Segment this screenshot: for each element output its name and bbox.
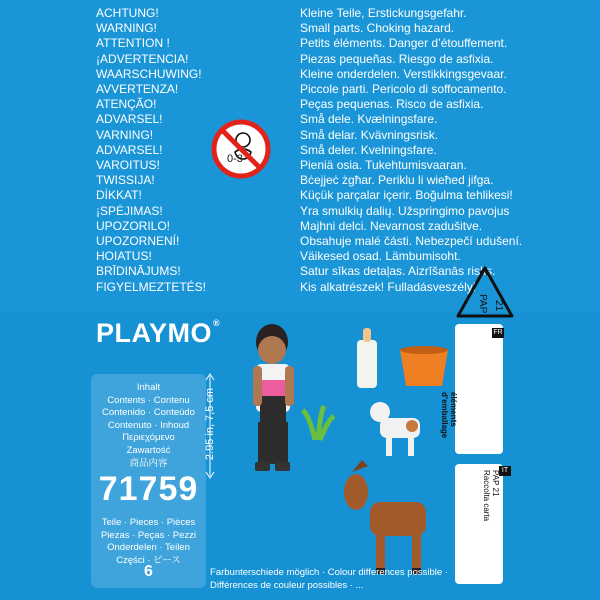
warning-heading: FIGYELMEZTETÉS! — [96, 279, 207, 294]
product-figure — [220, 322, 450, 592]
contents-line: Inhalt — [136, 382, 161, 393]
warning-message: Obsahuje malé části. Nebezpečí udušení. — [300, 234, 523, 249]
eco-text-line: d’emballage — [440, 392, 449, 439]
warning-message: Satur sīkas detaļas. Aizrīšanās risks. — [300, 264, 496, 279]
warning-message: Bċejjeċ żgħar. Periklu li wieħed jifga. — [300, 173, 494, 188]
warning-heading: ATTENTION ! — [96, 36, 170, 51]
warning-heading: ¡ADVERTENCIA! — [96, 51, 189, 66]
warning-heading: VARNING! — [96, 127, 154, 142]
parts-line: Części · ピース — [116, 554, 181, 566]
parts-line: Piezas · Peças · Pezzi — [100, 529, 197, 541]
warning-heading: UPOZORILO! — [96, 218, 171, 233]
warning-message: Peças pequenas. Risco de asfixia. — [300, 97, 484, 112]
contents-line: Zawartość — [126, 444, 171, 456]
eco-it-text — [482, 470, 500, 521]
warning-heading: HOIATUS! — [96, 249, 152, 264]
warning-heading: TWISSIJA! — [96, 173, 155, 188]
packaging-label-fr — [455, 324, 503, 454]
eco-label-text — [440, 392, 458, 472]
warning-heading: BRĪDINĀJUMS! — [96, 264, 181, 279]
warning-message: Piezas pequeñas. Riesgo de asfixia. — [300, 51, 494, 66]
warning-message: Pieniä osia. Tukehtumisvaaran. — [300, 158, 467, 173]
warning-message: Små deler. Kvelningsfare. — [300, 142, 437, 157]
color-note-line: Farbunterschiede möglich · Colour differences possible · — [210, 567, 448, 578]
warning-message: Majhni delci. Nevarnost zadušitve. — [300, 218, 483, 233]
warning-heading: ACHTUNG! — [96, 6, 159, 20]
warning-heading: WAARSCHUWING! — [96, 66, 202, 81]
piece-count: 6 — [144, 563, 153, 580]
brand-mark: ® — [213, 318, 221, 328]
warning-heading: WARNING! — [96, 21, 157, 36]
warning-message: Small parts. Choking hazard. — [300, 21, 455, 36]
contents-line: 商品内容 — [129, 457, 168, 469]
contents-line: Contenuto · Inhoud — [107, 419, 190, 431]
warning-heading: DİKKAT! — [96, 188, 142, 203]
parts-label — [91, 517, 206, 567]
warning-message: Väikesed osad. Lämbumisoht. — [300, 249, 461, 264]
recycle-icon — [452, 262, 518, 328]
set-number: 71759 — [98, 470, 199, 508]
warning-message: Yra smulkių dalių. Užspringimo pavojus — [300, 203, 510, 218]
no-under-3-icon — [210, 118, 272, 180]
brand-name: PLAYMO — [96, 318, 213, 348]
warning-message: Kis alkatrészek! Fulladásveszély! — [300, 279, 477, 294]
warning-heading: UPOZORNENÍ! — [96, 234, 180, 249]
parts-line: Onderdelen · Teilen — [107, 542, 190, 554]
recycle-label: PAP — [477, 294, 488, 314]
contents-line: Περιεχόμενο — [122, 432, 175, 444]
warning-message: Küçük parçalar içerir. Boğulma tehlikesi! — [300, 188, 513, 203]
warning-message: Kleine Teile, Erstickungsgefahr. — [300, 6, 467, 20]
dimension-label: 2.95 in, 7,5 cm — [204, 387, 216, 461]
warning-heading: ADVARSEL! — [96, 112, 163, 127]
warning-messages — [300, 6, 522, 295]
eco-it-line: Raccolta carta — [482, 470, 491, 522]
age-label: 0-3 — [227, 153, 243, 165]
color-disclaimer — [210, 566, 448, 592]
warning-message: Piccole parti. Pericolo di soffocamento. — [300, 82, 507, 97]
warning-message: Små delar. Kvävningsrisk. — [300, 127, 439, 142]
color-note-line: Différences de couleur possibles · ... — [210, 580, 364, 591]
contents-line: Contents · Contenu — [107, 394, 190, 406]
warning-message: Kleine onderdelen. Verstikkingsgevaar. — [300, 66, 507, 81]
warning-message: Petits éléments. Danger d’étouffement. — [300, 36, 508, 51]
recycle-code: 21 — [493, 300, 504, 312]
parts-line: Teile · Pieces · Pièces — [101, 517, 196, 528]
contents-label — [91, 382, 206, 470]
warning-heading: ADVARSEL! — [96, 142, 163, 157]
eco-it-badge: IT — [499, 466, 511, 476]
warning-heading: ¡SPĖJIMAS! — [96, 203, 163, 218]
contents-line: Contenido · Conteúdo — [102, 407, 195, 419]
warning-headings — [96, 6, 206, 295]
warning-heading: VAROITUS! — [96, 158, 160, 173]
brand-logo — [96, 318, 220, 349]
warning-heading: ATENÇÃO! — [96, 97, 157, 112]
eco-text-line: éléments — [449, 392, 458, 427]
warning-heading: AVVERTENZA! — [96, 82, 179, 97]
eco-fr-badge: FR — [493, 329, 503, 336]
eco-it-line: PAP 21 — [491, 470, 500, 497]
warning-message: Små dele. Kvælningsfare. — [300, 112, 438, 127]
